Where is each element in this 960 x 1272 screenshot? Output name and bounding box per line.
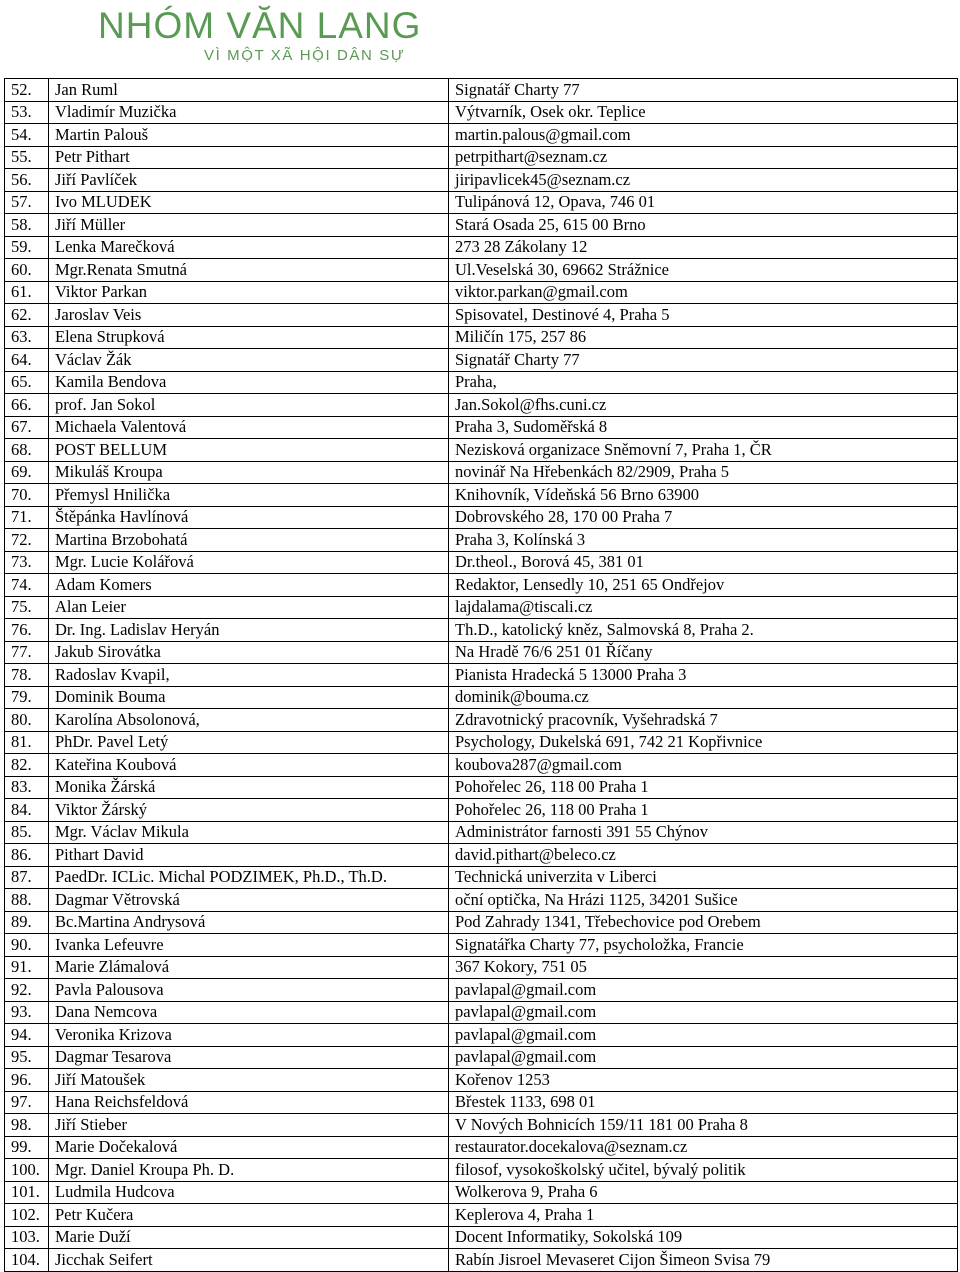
row-number: 84. bbox=[5, 799, 49, 822]
table-row bbox=[5, 304, 958, 327]
signatory-name: Mgr. Václav Mikula bbox=[49, 821, 449, 844]
signatory-info: Praha 3, Sudoměřská 8 bbox=[449, 416, 958, 439]
table-row bbox=[5, 551, 958, 574]
table-row bbox=[5, 866, 958, 889]
signatory-info: Wolkerova 9, Praha 6 bbox=[449, 1181, 958, 1204]
row-number: 72. bbox=[5, 529, 49, 552]
signatory-name: Kateřina Koubová bbox=[49, 754, 449, 777]
signatory-info: Stará Osada 25, 615 00 Brno bbox=[449, 214, 958, 237]
signatory-info: Dobrovského 28, 170 00 Praha 7 bbox=[449, 506, 958, 529]
row-number: 78. bbox=[5, 664, 49, 687]
signatory-name: Monika Žárská bbox=[49, 776, 449, 799]
signatory-name: Viktor Parkan bbox=[49, 281, 449, 304]
table-row bbox=[5, 1159, 958, 1182]
signatory-name: Dagmar Větrovská bbox=[49, 889, 449, 912]
row-number: 67. bbox=[5, 416, 49, 439]
signatory-info: Spisovatel, Destinové 4, Praha 5 bbox=[449, 304, 958, 327]
table-row bbox=[5, 1136, 958, 1159]
row-number: 85. bbox=[5, 821, 49, 844]
signatory-info: oční optička, Na Hrázi 1125, 34201 Sušice bbox=[449, 889, 958, 912]
table-row bbox=[5, 484, 958, 507]
signatory-name: prof. Jan Sokol bbox=[49, 394, 449, 417]
row-number: 86. bbox=[5, 844, 49, 867]
signatory-name: Veronika Krizova bbox=[49, 1024, 449, 1047]
signatory-info: Tulipánová 12, Opava, 746 01 bbox=[449, 191, 958, 214]
table-row bbox=[5, 1114, 958, 1137]
row-number: 79. bbox=[5, 686, 49, 709]
row-number: 91. bbox=[5, 956, 49, 979]
table-row bbox=[5, 214, 958, 237]
signatory-name: Dagmar Tesarova bbox=[49, 1046, 449, 1069]
signatory-info: Knihovník, Vídeňská 56 Brno 63900 bbox=[449, 484, 958, 507]
table-row bbox=[5, 191, 958, 214]
signatory-name: Viktor Žárský bbox=[49, 799, 449, 822]
page-header bbox=[0, 0, 960, 74]
signatory-name: POST BELLUM bbox=[49, 439, 449, 462]
signatory-info: restaurator.docekalova@seznam.cz bbox=[449, 1136, 958, 1159]
signatory-name: Dr. Ing. Ladislav Heryán bbox=[49, 619, 449, 642]
signatory-info: pavlapal@gmail.com bbox=[449, 1024, 958, 1047]
table-row bbox=[5, 1204, 958, 1227]
table-row bbox=[5, 844, 958, 867]
row-number: 57. bbox=[5, 191, 49, 214]
signatory-name: Adam Komers bbox=[49, 574, 449, 597]
row-number: 92. bbox=[5, 979, 49, 1002]
signatory-name: Martina Brzobohatá bbox=[49, 529, 449, 552]
signatory-name: Lenka Marečková bbox=[49, 236, 449, 259]
table-row bbox=[5, 1226, 958, 1249]
signatory-name: Petr Pithart bbox=[49, 146, 449, 169]
signatory-info: Signatář Charty 77 bbox=[449, 79, 958, 102]
row-number: 63. bbox=[5, 326, 49, 349]
signatory-info: V Nových Bohnicích 159/11 181 00 Praha 8 bbox=[449, 1114, 958, 1137]
signatory-name: Přemysl Hnilička bbox=[49, 484, 449, 507]
table-row bbox=[5, 506, 958, 529]
row-number: 98. bbox=[5, 1114, 49, 1137]
signatory-name: Pithart David bbox=[49, 844, 449, 867]
signatory-info: Na Hradě 76/6 251 01 Říčany bbox=[449, 641, 958, 664]
signatory-info: Praha 3, Kolínská 3 bbox=[449, 529, 958, 552]
signatory-name: Jiří Pavlíček bbox=[49, 169, 449, 192]
table-row bbox=[5, 956, 958, 979]
signatory-info: Technická univerzita v Liberci bbox=[449, 866, 958, 889]
row-number: 54. bbox=[5, 124, 49, 147]
table-row bbox=[5, 686, 958, 709]
row-number: 88. bbox=[5, 889, 49, 912]
signatory-name: Jiří Matoušek bbox=[49, 1069, 449, 1092]
row-number: 81. bbox=[5, 731, 49, 754]
row-number: 90. bbox=[5, 934, 49, 957]
signatory-info: lajdalama@tiscali.cz bbox=[449, 596, 958, 619]
row-number: 62. bbox=[5, 304, 49, 327]
table-row bbox=[5, 709, 958, 732]
signatory-info: Nezisková organizace Sněmovní 7, Praha 1, ČR bbox=[449, 439, 958, 462]
signatory-info: Břestek 1133, 698 01 bbox=[449, 1091, 958, 1114]
signatory-name: PhDr. Pavel Letý bbox=[49, 731, 449, 754]
row-number: 100. bbox=[5, 1159, 49, 1182]
row-number: 59. bbox=[5, 236, 49, 259]
signatory-info: jiripavlicek45@seznam.cz bbox=[449, 169, 958, 192]
row-number: 76. bbox=[5, 619, 49, 642]
row-number: 94. bbox=[5, 1024, 49, 1047]
table-row bbox=[5, 124, 958, 147]
signatory-info: Administrátor farnosti 391 55 Chýnov bbox=[449, 821, 958, 844]
row-number: 70. bbox=[5, 484, 49, 507]
logo bbox=[98, 5, 422, 65]
signatory-info: dominik@bouma.cz bbox=[449, 686, 958, 709]
row-number: 103. bbox=[5, 1226, 49, 1249]
signatory-info: koubova287@gmail.com bbox=[449, 754, 958, 777]
signatory-info: Jan.Sokol@fhs.cuni.cz bbox=[449, 394, 958, 417]
row-number: 95. bbox=[5, 1046, 49, 1069]
signatory-name: Mgr. Lucie Kolářová bbox=[49, 551, 449, 574]
row-number: 75. bbox=[5, 596, 49, 619]
table-row bbox=[5, 596, 958, 619]
signatory-info: Pohořelec 26, 118 00 Praha 1 bbox=[449, 799, 958, 822]
row-number: 66. bbox=[5, 394, 49, 417]
signatory-info: Rabín Jisroel Mevaseret Cijon Šimeon Svisa 79 bbox=[449, 1249, 958, 1272]
signatory-info: viktor.parkan@gmail.com bbox=[449, 281, 958, 304]
row-number: 65. bbox=[5, 371, 49, 394]
signatory-name: Jiří Stieber bbox=[49, 1114, 449, 1137]
table-row bbox=[5, 1091, 958, 1114]
signatory-info: Signatář Charty 77 bbox=[449, 349, 958, 372]
signatory-info: Dr.theol., Borová 45, 381 01 bbox=[449, 551, 958, 574]
table-row bbox=[5, 236, 958, 259]
row-number: 74. bbox=[5, 574, 49, 597]
signatory-name: Mgr.Renata Smutná bbox=[49, 259, 449, 282]
table-row bbox=[5, 641, 958, 664]
row-number: 61. bbox=[5, 281, 49, 304]
signatory-info: Výtvarník, Osek okr. Teplice bbox=[449, 101, 958, 124]
signatory-info: Pianista Hradecká 5 13000 Praha 3 bbox=[449, 664, 958, 687]
row-number: 56. bbox=[5, 169, 49, 192]
signatory-name: Jicchak Seifert bbox=[49, 1249, 449, 1272]
signatory-name: Ludmila Hudcova bbox=[49, 1181, 449, 1204]
row-number: 60. bbox=[5, 259, 49, 282]
table-row bbox=[5, 664, 958, 687]
table-row bbox=[5, 259, 958, 282]
signatory-name: Marie Zlámalová bbox=[49, 956, 449, 979]
signatory-name: Jaroslav Veis bbox=[49, 304, 449, 327]
table-row bbox=[5, 821, 958, 844]
signatory-info: Pohořelec 26, 118 00 Praha 1 bbox=[449, 776, 958, 799]
signatory-name: Vladimír Muzička bbox=[49, 101, 449, 124]
signatory-name: Karolína Absolonová, bbox=[49, 709, 449, 732]
table-row bbox=[5, 101, 958, 124]
row-number: 104. bbox=[5, 1249, 49, 1272]
signatory-name: Jakub Sirovátka bbox=[49, 641, 449, 664]
row-number: 69. bbox=[5, 461, 49, 484]
row-number: 68. bbox=[5, 439, 49, 462]
table-row bbox=[5, 461, 958, 484]
row-number: 64. bbox=[5, 349, 49, 372]
table-row bbox=[5, 1046, 958, 1069]
table-row bbox=[5, 934, 958, 957]
row-number: 99. bbox=[5, 1136, 49, 1159]
signatory-info: Keplerova 4, Praha 1 bbox=[449, 1204, 958, 1227]
signatory-name: Jiří Müller bbox=[49, 214, 449, 237]
signatory-name: Marie Duží bbox=[49, 1226, 449, 1249]
signatory-name: Radoslav Kvapil, bbox=[49, 664, 449, 687]
table-row bbox=[5, 169, 958, 192]
row-number: 96. bbox=[5, 1069, 49, 1092]
table-row bbox=[5, 1069, 958, 1092]
row-number: 101. bbox=[5, 1181, 49, 1204]
signatory-name: Ivanka Lefeuvre bbox=[49, 934, 449, 957]
table-row bbox=[5, 1024, 958, 1047]
signatory-info: pavlapal@gmail.com bbox=[449, 1046, 958, 1069]
signatory-name: Michaela Valentová bbox=[49, 416, 449, 439]
row-number: 77. bbox=[5, 641, 49, 664]
table-row bbox=[5, 416, 958, 439]
table-row bbox=[5, 889, 958, 912]
row-number: 55. bbox=[5, 146, 49, 169]
signatory-info: filosof, vysokoškolský učitel, bývalý politik bbox=[449, 1159, 958, 1182]
table-row bbox=[5, 619, 958, 642]
signatory-name: Dana Nemcova bbox=[49, 1001, 449, 1024]
row-number: 83. bbox=[5, 776, 49, 799]
signatory-info: novinář Na Hřebenkách 82/2909, Praha 5 bbox=[449, 461, 958, 484]
table-row bbox=[5, 1181, 958, 1204]
signatory-name: Ivo MLUDEK bbox=[49, 191, 449, 214]
signatory-name: Václav Žák bbox=[49, 349, 449, 372]
row-number: 58. bbox=[5, 214, 49, 237]
signatory-info: Miličín 175, 257 86 bbox=[449, 326, 958, 349]
table-row bbox=[5, 574, 958, 597]
table-row bbox=[5, 146, 958, 169]
table-row bbox=[5, 1001, 958, 1024]
signatories-table bbox=[4, 78, 958, 1272]
signatory-info: pavlapal@gmail.com bbox=[449, 979, 958, 1002]
signatory-name: Hana Reichsfeldová bbox=[49, 1091, 449, 1114]
table-row bbox=[5, 776, 958, 799]
signatories-table-body bbox=[5, 79, 958, 1272]
table-row bbox=[5, 911, 958, 934]
table-row bbox=[5, 754, 958, 777]
signatory-name: Dominik Bouma bbox=[49, 686, 449, 709]
signatory-name: Bc.Martina Andrysová bbox=[49, 911, 449, 934]
row-number: 53. bbox=[5, 101, 49, 124]
signatory-info: petrpithart@seznam.cz bbox=[449, 146, 958, 169]
signatory-info: Docent Informatiky, Sokolská 109 bbox=[449, 1226, 958, 1249]
signatory-info: Redaktor, Lensedly 10, 251 65 Ondřejov bbox=[449, 574, 958, 597]
signatory-name: Pavla Palousova bbox=[49, 979, 449, 1002]
table-row bbox=[5, 979, 958, 1002]
signatory-name: Elena Strupková bbox=[49, 326, 449, 349]
logo-title: NHÓM VĂN LANG bbox=[98, 5, 422, 46]
row-number: 82. bbox=[5, 754, 49, 777]
table-row bbox=[5, 394, 958, 417]
row-number: 102. bbox=[5, 1204, 49, 1227]
row-number: 80. bbox=[5, 709, 49, 732]
signatory-name: Martin Palouš bbox=[49, 124, 449, 147]
signatory-info: david.pithart@beleco.cz bbox=[449, 844, 958, 867]
logo-subtitle: VÌ MỘT XÃ HỘI DÂN SỰ bbox=[204, 47, 406, 64]
table-row bbox=[5, 799, 958, 822]
signatory-info: Signatářka Charty 77, psycholožka, Francie bbox=[449, 934, 958, 957]
signatory-name: Mgr. Daniel Kroupa Ph. D. bbox=[49, 1159, 449, 1182]
signatory-info: pavlapal@gmail.com bbox=[449, 1001, 958, 1024]
signatory-name: Kamila Bendova bbox=[49, 371, 449, 394]
row-number: 52. bbox=[5, 79, 49, 102]
table-row bbox=[5, 439, 958, 462]
table-row bbox=[5, 326, 958, 349]
table-row bbox=[5, 731, 958, 754]
signatory-info: Th.D., katolický kněz, Salmovská 8, Praha 2. bbox=[449, 619, 958, 642]
signatory-info: martin.palous@gmail.com bbox=[449, 124, 958, 147]
signatory-name: Alan Leier bbox=[49, 596, 449, 619]
table-row bbox=[5, 371, 958, 394]
signatory-info: Pod Zahrady 1341, Třebechovice pod Orebem bbox=[449, 911, 958, 934]
signatory-info: Psychology, Dukelská 691, 742 21 Kopřivnice bbox=[449, 731, 958, 754]
signatory-info: 273 28 Zákolany 12 bbox=[449, 236, 958, 259]
signatory-name: Mikuláš Kroupa bbox=[49, 461, 449, 484]
table-row bbox=[5, 281, 958, 304]
signatory-name: Štěpánka Havlínová bbox=[49, 506, 449, 529]
signatory-name: Petr Kučera bbox=[49, 1204, 449, 1227]
signatory-info: Praha, bbox=[449, 371, 958, 394]
row-number: 93. bbox=[5, 1001, 49, 1024]
row-number: 73. bbox=[5, 551, 49, 574]
table-row bbox=[5, 349, 958, 372]
signatory-info: Zdravotnický pracovník, Vyšehradská 7 bbox=[449, 709, 958, 732]
table-row bbox=[5, 79, 958, 102]
signatory-info: Kořenov 1253 bbox=[449, 1069, 958, 1092]
table-row bbox=[5, 529, 958, 552]
row-number: 87. bbox=[5, 866, 49, 889]
row-number: 71. bbox=[5, 506, 49, 529]
signatory-name: PaedDr. ICLic. Michal PODZIMEK, Ph.D., Th.D. bbox=[49, 866, 449, 889]
signatory-name: Marie Dočekalová bbox=[49, 1136, 449, 1159]
signatory-name: Jan Ruml bbox=[49, 79, 449, 102]
row-number: 89. bbox=[5, 911, 49, 934]
row-number: 97. bbox=[5, 1091, 49, 1114]
signatory-info: Ul.Veselská 30, 69662 Strážnice bbox=[449, 259, 958, 282]
signatory-info: 367 Kokory, 751 05 bbox=[449, 956, 958, 979]
